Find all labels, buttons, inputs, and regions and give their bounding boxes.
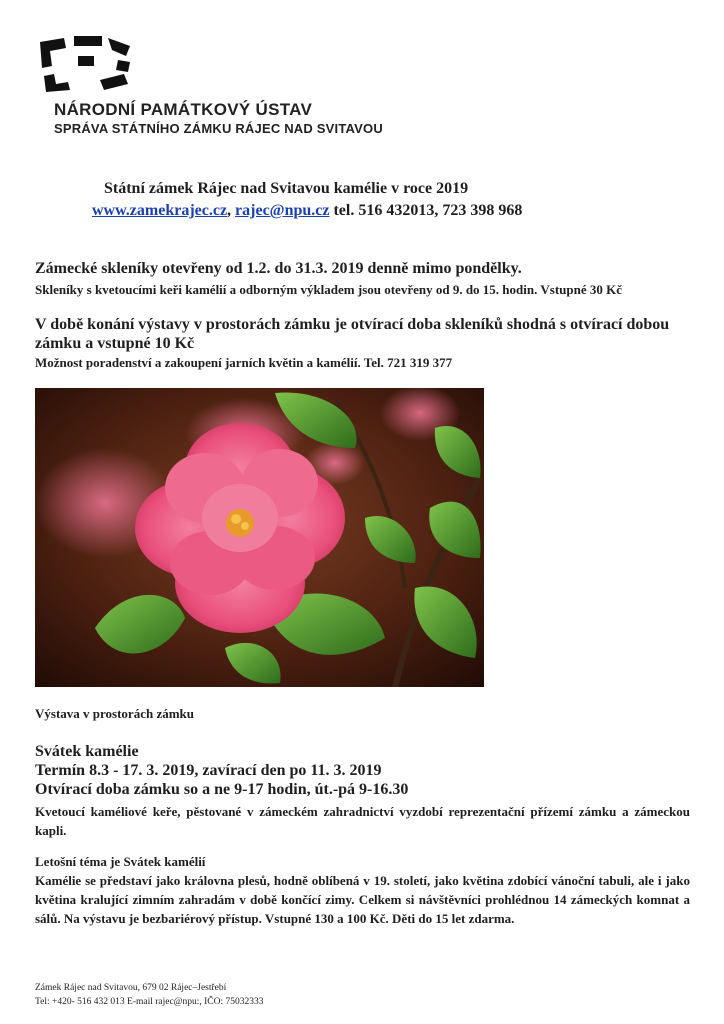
- org-subtitle: SPRÁVA STÁTNÍHO ZÁMKU RÁJEC NAD SVITAVOU: [54, 121, 383, 136]
- org-name: NÁRODNÍ PAMÁTKOVÝ ÚSTAV: [54, 100, 313, 119]
- greenhouse-hours: Skleníky s kvetoucími keři kamélií a odborným výkladem jsou otevřeny od 9. do 15. hodin. Vstupné 30 Kč: [35, 282, 622, 297]
- footer-address: Zámek Rájec nad Svitavou, 679 02 Rájec–Jestřebí: [35, 983, 227, 993]
- festival-dates: Termín 8.3 - 17. 3. 2019, zavírací den po 11. 3. 2019: [35, 762, 382, 779]
- festival-title: Svátek kamélie: [35, 743, 139, 760]
- footer-contact: Tel: +420- 516 432 013 E-mail rajec@npu:, IČO: 75032333: [35, 997, 264, 1007]
- festival-description: Kvetoucí kaméliové keře, pěstované v zámeckém zahradnictví vyzdobí reprezentační přízemí zámku a zámeckou kapli.: [35, 804, 690, 838]
- festival-hours: Otvírací doba zámku so a ne 9-17 hodin, út.-pá 9-16.30: [35, 781, 409, 798]
- greenhouse-exhibition-note: V době konání výstavy v prostorách zámku je otvírací doba skleníků shodná s otvírací dobou zámku a vstupné 10 Kč: [35, 316, 670, 352]
- npu-logo: [38, 36, 134, 92]
- theme-text: Kamélie se představí jako královna plesů, hodně oblíbená v 19. století, jako květina zdobící vánoční tabuli, ale i jako květina kralující zimním zahradám v době končící zimy. Celkem si návštěvníci prohlédnou 14 zámeckých komnat a sálů. Na výstavu je bezbariérový přístup. Vstupné 130 a 100 Kč. Děti do 15 let zdarma.: [35, 873, 690, 926]
- email-link[interactable]: rajec@npu.cz: [235, 202, 330, 219]
- camellia-photo: [35, 388, 484, 687]
- photo-caption: Výstava v prostorách zámku: [35, 706, 195, 721]
- contact-separator: ,: [227, 202, 236, 219]
- theme-title: Letošní téma je Svátek kamélií: [35, 854, 206, 869]
- website-link[interactable]: www.zamekrajec.cz: [92, 202, 228, 219]
- page-heading: Státní zámek Rájec nad Svitavou kamélie v roce 2019: [104, 180, 469, 197]
- greenhouse-advice: Možnost poradenství a zakoupení jarních květin a kamélií. Tel. 721 319 377: [35, 355, 453, 370]
- phone-numbers: tel. 516 432013, 723 398 968: [329, 202, 523, 219]
- greenhouse-title: Zámecké skleníky otevřeny od 1.2. do 31.3. 2019 denně mimo pondělky.: [35, 260, 522, 277]
- contact-line: [92, 202, 522, 220]
